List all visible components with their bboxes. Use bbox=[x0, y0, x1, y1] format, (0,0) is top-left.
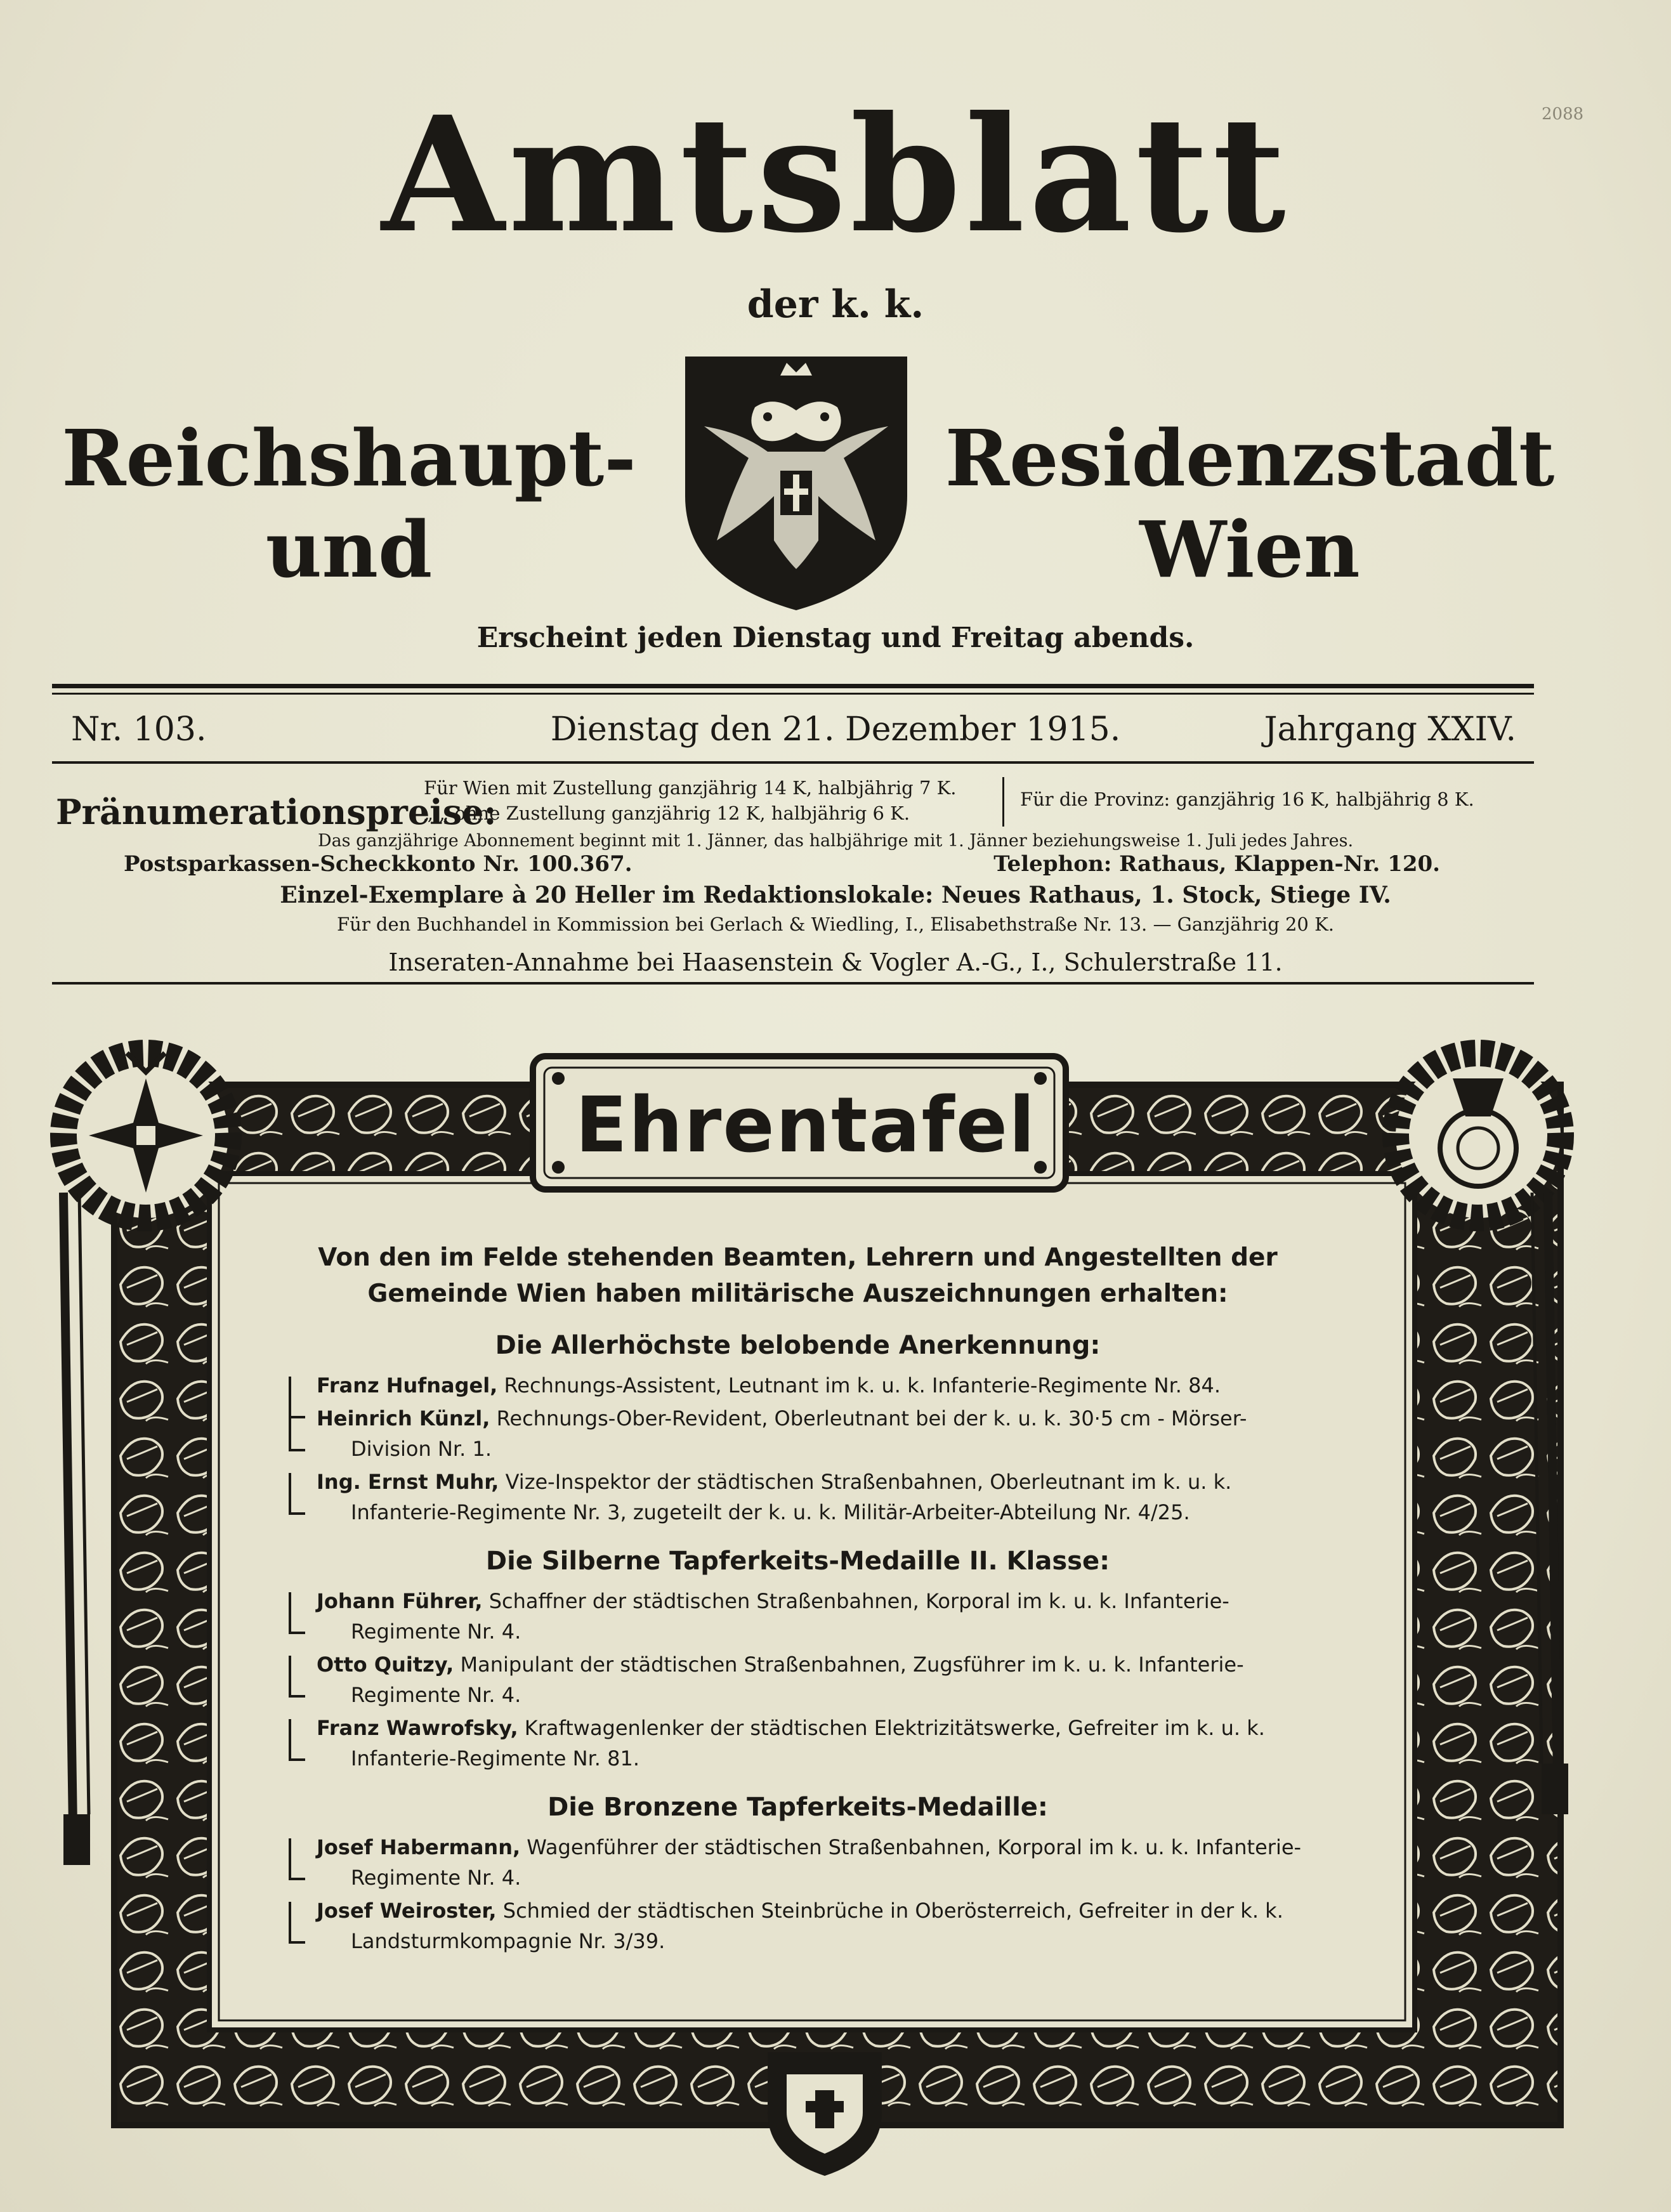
price-province: Für die Provinz: ganzjährig 16 K, halbjährig 8 K. bbox=[1020, 789, 1474, 810]
award-entry bbox=[289, 1649, 1307, 1710]
bookshop-note: Für den Buchhandel in Kommission bei Gerlach & Wiedling, I., Elisabethstraße Nr. 13. — Ganzjährig 20 K. bbox=[337, 913, 1334, 935]
awardee-description: Kraftwagenlenker der städtischen Elektrizitätswerke, Gefreiter im k. u. k. bbox=[524, 1716, 1265, 1741]
bracket-mark bbox=[289, 1902, 305, 1944]
bracket-mark bbox=[289, 1656, 305, 1698]
awardee-name: Josef Weiroster, bbox=[317, 1899, 497, 1923]
award-entry bbox=[289, 1895, 1307, 1956]
issue-date: Dienstag den 21. Dezember 1915. bbox=[550, 710, 1121, 749]
award-entry bbox=[289, 1403, 1307, 1464]
bracket-mark bbox=[289, 1719, 305, 1761]
section-heading: Die Silberne Tapferkeits-Medaille II. Klasse: bbox=[485, 1547, 1110, 1576]
masthead-subtitle: der k. k. bbox=[747, 282, 924, 327]
price-vienna-nodelivery: „ „ ohne Zustellung ganzjährig 12 K, halbjährig 6 K. bbox=[424, 802, 910, 824]
awardee-name: Ing. Ernst Muhr, bbox=[317, 1470, 499, 1495]
publication-schedule: Erscheint jeden Dienstag und Freitag abends. bbox=[476, 622, 1195, 654]
advertising-note: Inseraten-Annahme bei Haasenstein & Vogler A.-G., I., Schulerstraße 11. bbox=[388, 948, 1283, 976]
awardee-description: Vize-Inspektor der städtischen Straßenbahnen, Oberleutnant im k. u. k. bbox=[505, 1470, 1232, 1495]
awardee-name: Otto Quitzy, bbox=[317, 1652, 454, 1677]
bracket-mark bbox=[289, 1838, 305, 1880]
awardee-name: Franz Hufnagel, bbox=[317, 1373, 498, 1398]
section-heading: Die Allerhöchste belobende Anerkennung: bbox=[495, 1331, 1101, 1361]
issue-number: Nr. 103. bbox=[71, 710, 207, 749]
masthead-title: Amtsblatt bbox=[381, 81, 1290, 268]
award-entry bbox=[289, 1586, 1307, 1647]
awardee-description-cont: Division Nr. 1. bbox=[351, 1437, 492, 1462]
bracket-mark bbox=[289, 1473, 305, 1515]
issue-volume: Jahrgang XXIV. bbox=[1264, 710, 1516, 749]
awardee-description-cont: Regimente Nr. 4. bbox=[351, 1866, 521, 1890]
awardee-description-cont: Infanterie-Regimente Nr. 81. bbox=[351, 1746, 640, 1771]
award-entry bbox=[289, 1832, 1307, 1893]
single-copy-price: Einzel-Exemplare à 20 Heller im Redaktionslokale: Neues Rathaus, 1. Stock, Stiege IV. bbox=[280, 882, 1391, 908]
awardee-name: Johann Führer, bbox=[317, 1589, 483, 1614]
bracket-mark bbox=[289, 1410, 305, 1451]
awardee-description-cont: Regimente Nr. 4. bbox=[351, 1683, 521, 1708]
postal-account: Postsparkassen-Scheckkonto Nr. 100.367. bbox=[124, 851, 632, 877]
award-entry bbox=[289, 1467, 1307, 1528]
ehrentafel-intro: Von den im Felde stehenden Beamten, Lehrern und Angestellten der Gemeinde Wien haben militärische Auszeichnungen erhalten: bbox=[318, 1243, 1278, 1308]
awardee-description: Schmied der städtischen Steinbrüche in Oberösterreich, Gefreiter in der k. k. bbox=[502, 1899, 1283, 1923]
masthead-city-left: Reichshaupt- und bbox=[62, 412, 636, 595]
awardee-description: Rechnungs-Ober-Revident, Oberleutnant bei der k. u. k. 30·5 cm - Mörser- bbox=[496, 1406, 1247, 1431]
awardee-description: Manipulant der städtischen Straßenbahnen, Zugsführer im k. u. k. Infanterie- bbox=[460, 1652, 1244, 1677]
ehrentafel-title: Ehrentafel bbox=[575, 1082, 1037, 1170]
bracket-mark bbox=[289, 1592, 305, 1634]
section-heading: Die Bronzene Tapferkeits-Medaille: bbox=[547, 1793, 1048, 1823]
awardee-description: Schaffner der städtischen Straßenbahnen, Korporal im k. u. k. Infanterie- bbox=[488, 1589, 1229, 1614]
awardee-description-cont: Infanterie-Regimente Nr. 3, zugeteilt der k. u. k. Militär-Arbeiter-Abteilung Nr. 4/25. bbox=[351, 1500, 1190, 1525]
ehrentafel-content bbox=[289, 1240, 1307, 1959]
subscription-note: Das ganzjährige Abonnement beginnt mit 1. Jänner, das halbjährige mit 1. Jänner beziehungsweise 1. Juli jedes Jahres. bbox=[317, 831, 1354, 851]
awardee-name: Josef Habermann, bbox=[317, 1835, 521, 1860]
awardee-description: Wagenführer der städtischen Straßenbahnen, Korporal im k. u. k. Infanterie- bbox=[527, 1835, 1302, 1860]
awardee-description-cont: Regimente Nr. 4. bbox=[351, 1620, 521, 1644]
price-vienna-delivery: Für Wien mit Zustellung ganzjährig 14 K, halbjährig 7 K. bbox=[424, 777, 957, 799]
awardee-name: Franz Wawrofsky, bbox=[317, 1716, 518, 1741]
masthead-city-right: Residenzstadt Wien bbox=[945, 412, 1555, 595]
award-entry bbox=[289, 1370, 1307, 1401]
telephone: Telephon: Rathaus, Klappen-Nr. 120. bbox=[993, 851, 1440, 877]
page-number: 2088 bbox=[1542, 105, 1584, 124]
awardee-description: Rechnungs-Assistent, Leutnant im k. u. k. Infanterie-Regimente Nr. 84. bbox=[504, 1373, 1221, 1398]
prices-label: Pränumerationspreise: bbox=[56, 792, 497, 832]
award-entry bbox=[289, 1713, 1307, 1774]
awardee-description-cont: Landsturmkompagnie Nr. 3/39. bbox=[351, 1929, 665, 1954]
awardee-name: Heinrich Künzl, bbox=[317, 1406, 490, 1431]
